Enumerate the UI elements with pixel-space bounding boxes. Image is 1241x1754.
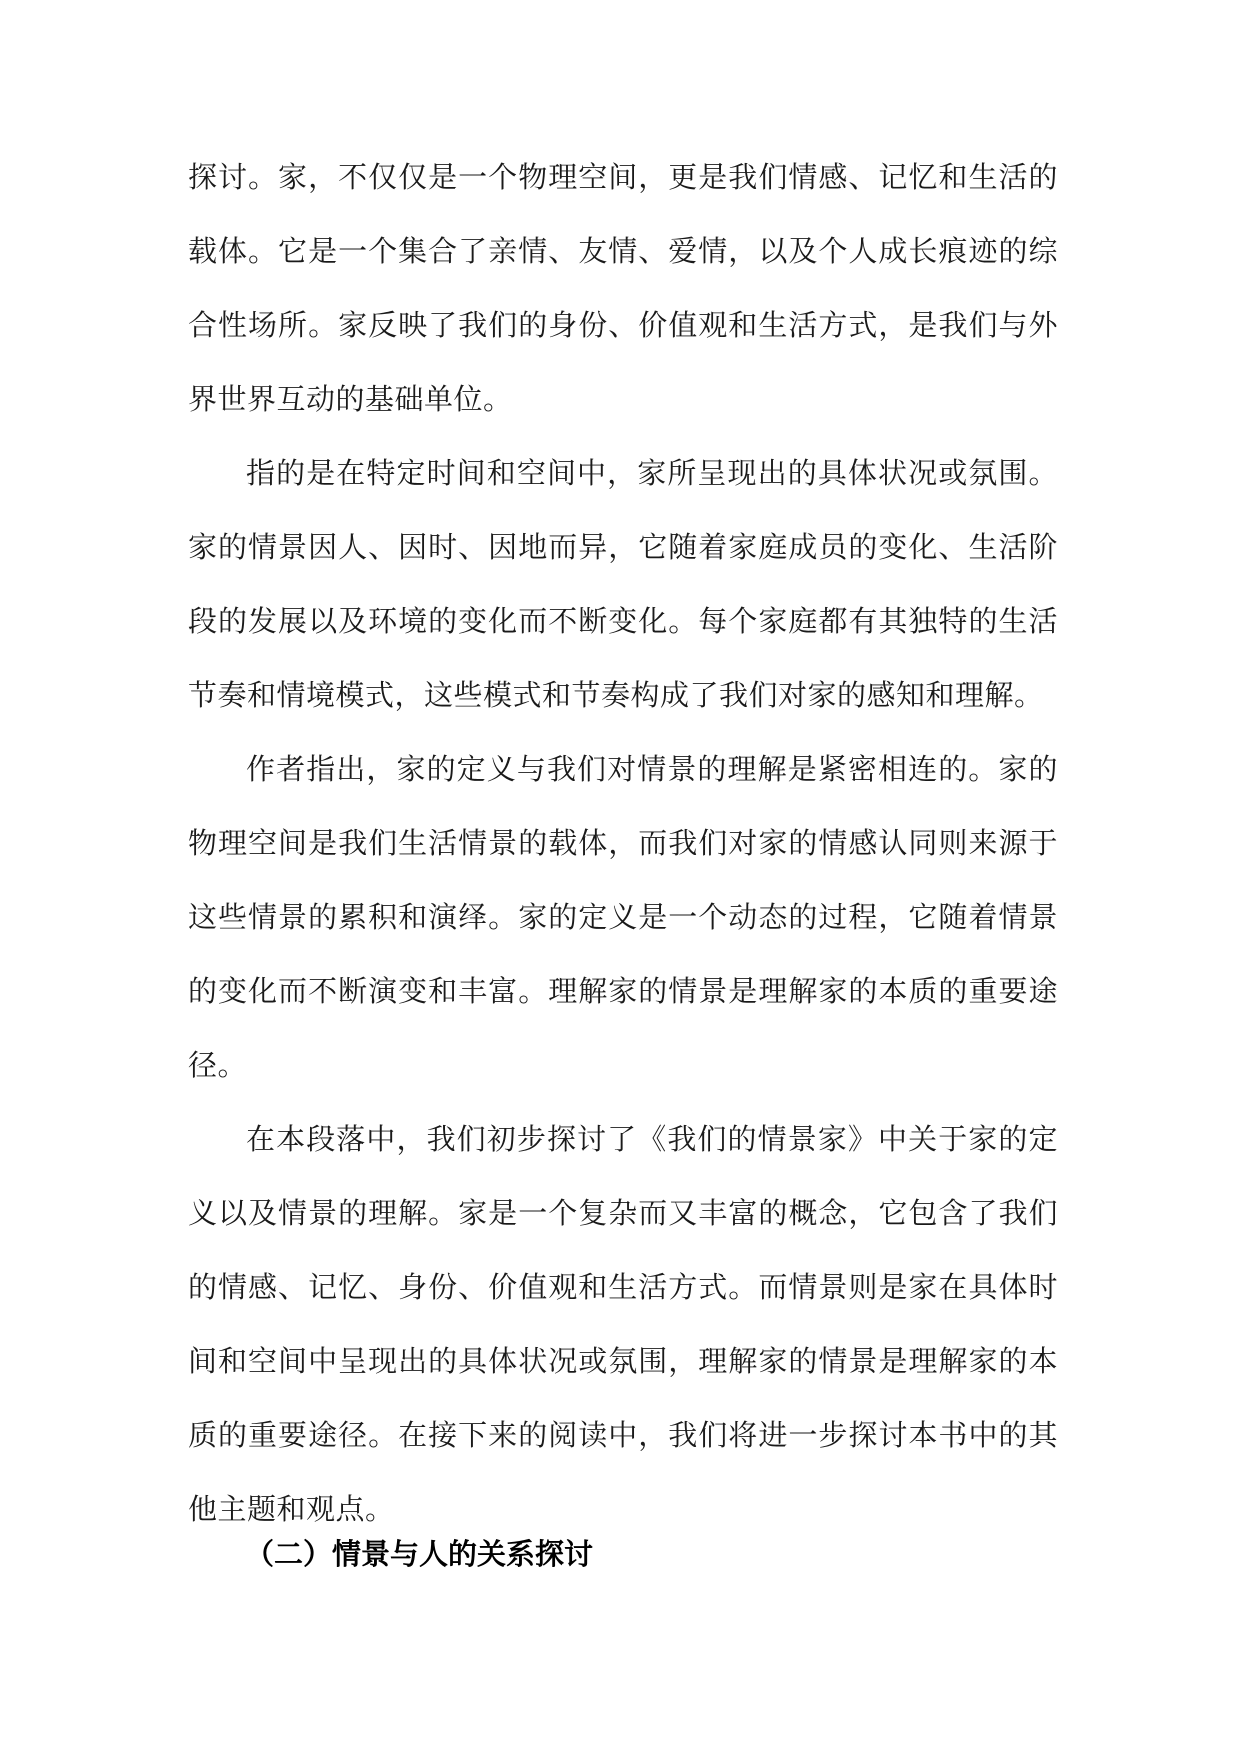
body-text	[188, 140, 1058, 1546]
paragraph-author-view: 作者指出，家的定义与我们对情景的理解是紧密相连的。家的物理空间是我们生活情景的载体，而我们对家的情感认同则来源于这些情景的累积和演绎。家的定义是一个动态的过程，它随着情景的变化而不断演变和丰富。理解家的情景是理解家的本质的重要途径。	[188, 752, 1058, 1082]
section-heading: （二）情景与人的关系探讨	[245, 1537, 594, 1571]
paragraph-continued: 探讨。家，不仅仅是一个物理空间，更是我们情感、记忆和生活的载体。它是一个集合了亲情、友情、爱情，以及个人成长痕迹的综合性场所。家反映了我们的身份、价值观和生活方式，是我们与外界世界互动的基础单位。	[188, 160, 1058, 416]
paragraph-definition: 指的是在特定时间和空间中，家所呈现出的具体状况或氛围。家的情景因人、因时、因地而异，它随着家庭成员的变化、生活阶段的发展以及环境的变化而不断变化。每个家庭都有其独特的生活节奏和情境模式，这些模式和节奏构成了我们对家的感知和理解。	[188, 456, 1058, 712]
paragraph-summary: 在本段落中，我们初步探讨了《我们的情景家》中关于家的定义以及情景的理解。家是一个复杂而又丰富的概念，它包含了我们的情感、记忆、身份、价值观和生活方式。而情景则是家在具体时间和空间中呈现出的具体状况或氛围，理解家的情景是理解家的本质的重要途径。在接下来的阅读中，我们将进一步探讨本书中的其他主题和观点。	[188, 1122, 1058, 1526]
